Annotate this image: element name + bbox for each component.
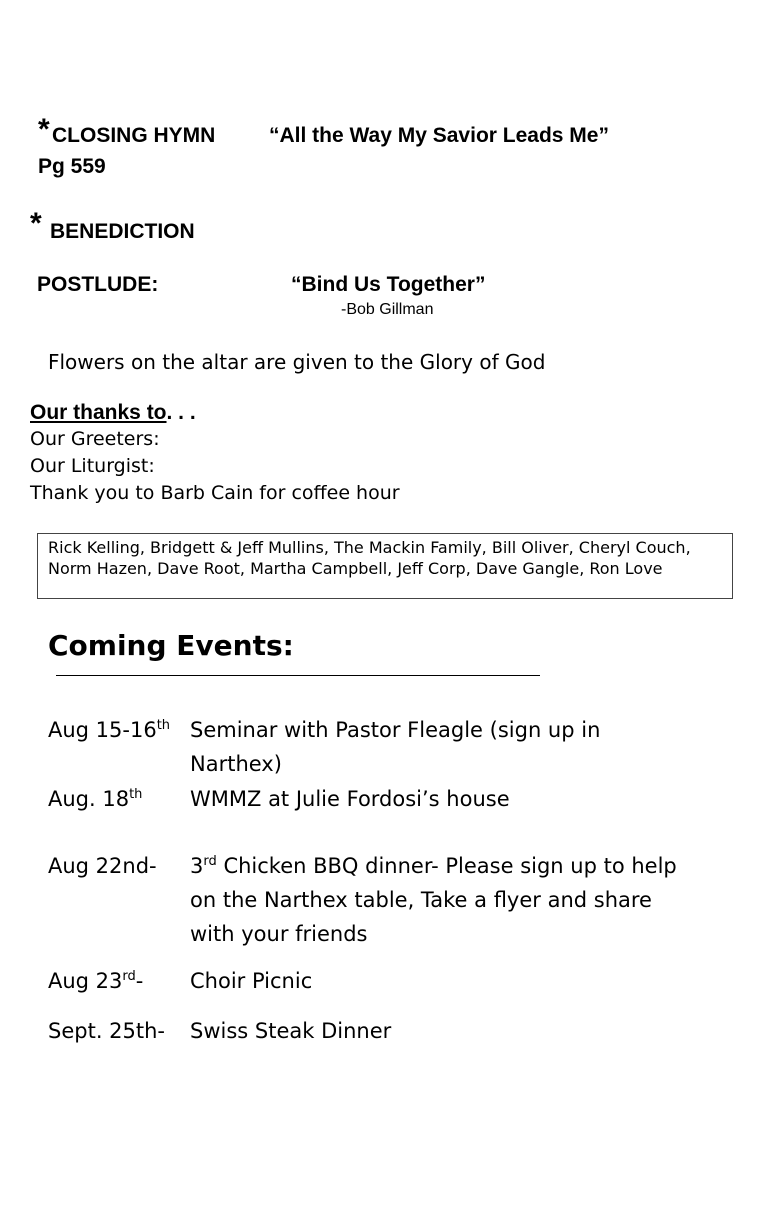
event-date: Sept. 25th- (48, 1019, 166, 1043)
names-box: Rick Kelling, Bridgett & Jeff Mullins, The Mackin Family, Bill Oliver, Cheryl Couch, Norm Hazen, Dave Root, Martha Campbell, Jeff Corp, Dave Gangle, Ron Love (37, 533, 733, 599)
closing-hymn-label: CLOSING HYMN (52, 124, 216, 147)
event-date: Aug 22nd- (48, 854, 157, 878)
liturgist-line: Our Liturgist: (30, 455, 155, 477)
postlude-composer: -Bob Gillman (341, 301, 434, 318)
thanks-heading-text: Our thanks to (30, 401, 167, 424)
closing-hymn-page: Pg 559 (38, 155, 106, 178)
benediction-label: BENEDICTION (50, 220, 195, 243)
event-description-line: with your friends (190, 922, 368, 946)
coffee-line: Thank you to Barb Cain for coffee hour (30, 482, 400, 504)
event-description-line: Seminar with Pastor Fleagle (sign up in (190, 718, 601, 742)
benediction-marker: * (30, 207, 42, 240)
event-description-line: 3rd Chicken BBQ dinner- Please sign up to help (190, 854, 677, 878)
event-description-line: on the Narthex table, Take a flyer and share (190, 888, 652, 912)
closing-hymn-marker: * (38, 113, 50, 146)
event-date-sup: rd (122, 969, 136, 985)
closing-hymn-title: “All the Way My Savior Leads Me” (269, 124, 609, 147)
postlude-title: “Bind Us Together” (291, 273, 486, 296)
heading-rule (56, 675, 540, 676)
event-description-line: Choir Picnic (190, 969, 313, 993)
event-date: Aug. 18th (48, 787, 143, 811)
event-date: Aug 23rd- (48, 969, 144, 993)
postlude-label: POSTLUDE: (37, 273, 159, 296)
event-date: Aug 15-16th (48, 718, 171, 742)
coming-events-heading: Coming Events: (48, 629, 294, 662)
greeters-line: Our Greeters: (30, 428, 160, 450)
event-description-line: WMMZ at Julie Fordosi’s house (190, 787, 510, 811)
thanks-heading-suffix: . . . (166, 401, 196, 424)
event-description-line: Narthex) (190, 752, 282, 776)
flowers-note: Flowers on the altar are given to the Glory of God (48, 350, 546, 374)
event-desc-sup: rd (203, 854, 217, 870)
thanks-heading (30, 401, 196, 425)
event-description-line: Swiss Steak Dinner (190, 1019, 392, 1043)
event-date-sup: th (129, 787, 143, 803)
event-date-sup: th (156, 718, 171, 734)
